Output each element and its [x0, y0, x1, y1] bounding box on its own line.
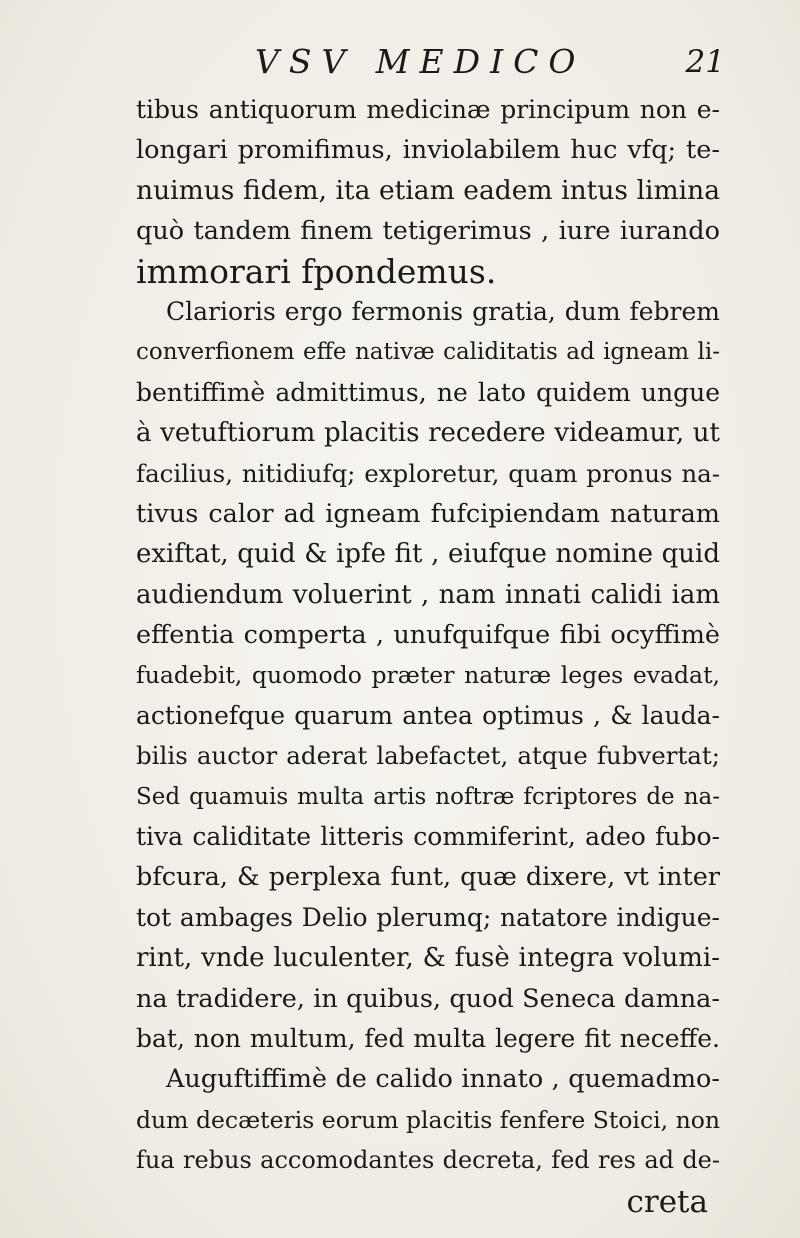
catchword-row	[136, 1182, 720, 1222]
text-line: fua rebus accomodantes decreta, fed res ad de-	[136, 1146, 720, 1175]
text-line: rint, vnde luculenter, & fusè integra volumi-	[136, 943, 720, 974]
running-title: VSV MEDICO	[255, 42, 586, 81]
text-line: converfionem effe nativæ caliditatis ad igneam li-	[136, 339, 720, 366]
text-line: Sed quamuis multa artis noftræ fcriptores de na-	[136, 783, 720, 810]
text-line: tivus calor ad igneam fufcipiendam naturam	[136, 498, 720, 529]
text-line: quò tandem finem tetigerimus , iure iurando	[136, 216, 720, 247]
text-line: tiva caliditate litteris commiferint, adeo fubo-	[136, 822, 720, 852]
text-line: bfcura, & perplexa funt, quæ dixere, vt inter	[136, 862, 720, 893]
page-number: 21	[685, 44, 725, 80]
text-line: tot ambages Delio plerumq; natatore indigue-	[136, 902, 720, 932]
running-head	[255, 42, 725, 86]
text-line: exiftat, quid & ipfe fit , eiufque nomine quid	[136, 539, 720, 570]
text-line: effentia comperta , unufquifque fibi ocyffimè	[136, 620, 720, 651]
catchword: creta	[626, 1184, 708, 1220]
text-line: fuadebit, quomodo præter naturæ leges evadat,	[136, 661, 720, 690]
text-line: na tradidere, in quibus, quod Seneca damna-	[136, 983, 720, 1014]
text-line: actionefque quarum antea optimus , & lauda-	[136, 700, 720, 730]
text-line: audiendum voluerint , nam innati calidi iam	[136, 579, 720, 610]
text-line: Auguftiffimè de calido innato , quemadmo-	[166, 1064, 720, 1095]
text-line: immorari fpondemus.	[136, 251, 497, 291]
text-line: dum decæteris eorum placitis fenfere Stoici, non	[136, 1105, 720, 1134]
text-line: tibus antiquorum medicinæ principum non e-	[136, 95, 720, 124]
text-line: bat, non multum, fed multa legere fit neceffe.	[136, 1023, 720, 1053]
text-line: bilis auctor aderat labefactet, atque fubvertat;	[136, 741, 720, 771]
text-line: bentiffimè admittimus, ne lato quidem ungue	[136, 377, 720, 407]
text-line: longari promifimus, inviolabilem huc vfq; te-	[136, 135, 720, 166]
text-line: facilius, nitidiufq; exploretur, quam pronus na-	[136, 458, 720, 488]
text-line: nuimus fidem, ita etiam eadem intus limina	[136, 174, 720, 206]
text-line: Clarioris ergo fermonis gratia, dum febrem	[166, 296, 720, 326]
text-line: à vetuftiorum placitis recedere videamur, ut	[136, 418, 720, 449]
body-text	[136, 90, 720, 1181]
